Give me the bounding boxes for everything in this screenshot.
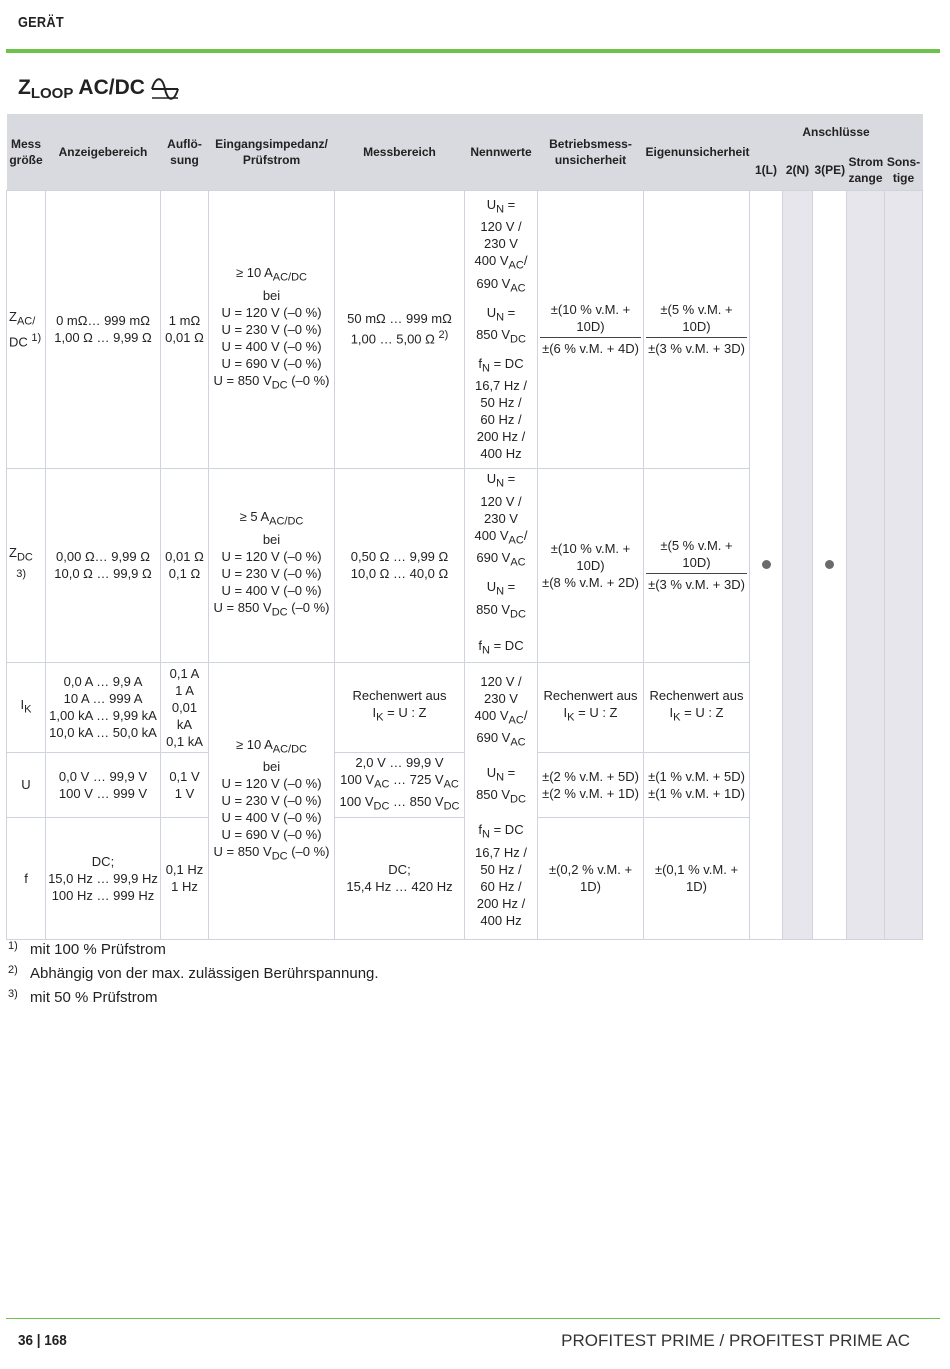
- anzeige-f: DC; 15,0 Hz … 99,9 Hz 100 Hz … 999 Hz: [46, 817, 161, 939]
- col-eingang: Eingangsimpedanz/ Prüfstrom: [209, 114, 335, 190]
- header-row-1: [7, 114, 923, 150]
- aufloesung-f: 0,1 Hz 1 Hz: [161, 817, 209, 939]
- col-l: 1(L): [750, 150, 783, 190]
- anschluss-sonst: [885, 190, 923, 939]
- footnote-1: 1) mit 100 % Prüfstrom: [8, 940, 166, 958]
- betrieb-zdc: ±(10 % v.M. + 10D) ±(8 % v.M. + 2D): [538, 468, 644, 662]
- col-mess: Mess größe: [7, 114, 46, 190]
- col-nennwerte: Nennwerte: [465, 114, 538, 190]
- anzeige-u: 0,0 V … 99,9 V 100 V … 999 V: [46, 752, 161, 817]
- messbereich-zdc: 0,50 Ω … 9,99 Ω 10,0 Ω … 40,0 Ω: [335, 468, 465, 662]
- mess-u: U: [7, 752, 46, 817]
- l-terminal-dot-icon: [762, 560, 771, 569]
- col-aufloesung: Auflö- sung: [161, 114, 209, 190]
- page-title: $Z_{LOOP}$ AC/DC: [18, 76, 145, 102]
- footnotes: [8, 938, 379, 1010]
- col-anschluesse: Anschlüsse: [750, 114, 923, 150]
- section-label: GERÄT: [18, 14, 64, 31]
- col-n: 2(N): [783, 150, 813, 190]
- anschluss-l: [750, 190, 783, 939]
- anschluss-pe: [813, 190, 847, 939]
- col-eigen: Eigenunsicherheit: [644, 114, 750, 190]
- eigen-ik: Rechenwert aus $I_K = U$ : Z: [644, 662, 750, 752]
- page-number: 36 | 168: [18, 1332, 67, 1349]
- mess-zacdc: $Z_{AC/}$ DC $^{1)}$: [7, 190, 46, 468]
- betrieb-ik: Rechenwert aus $I_K = U$ : Z: [538, 662, 644, 752]
- mess-f: f: [7, 817, 46, 939]
- col-sonst: Sons- tige: [885, 150, 923, 190]
- eingang-zacdc: ≥ 10 $A_{AC/DC}$ bei U = 120 V (–0 %) U = 230 V (–0 %) U = 400 V (–0 %) U = 690 V (–0 %) U = 850 $V_{DC}$ (–0 %): [209, 190, 335, 468]
- footer-divider: [6, 1318, 940, 1319]
- eigen-u: ±(1 % v.M. + 5D) ±(1 % v.M. + 1D): [644, 752, 750, 817]
- table-row-zacdc: [7, 190, 923, 468]
- nennwerte-shared: 120 V / 230 V 400 $V_{AC}/$ 690 $V_{AC}$ $U_N$ = 850 $V_{DC}$ $f_N$ = DC 16,7 Hz / 50 Hz / 60 Hz / 200 Hz / 400 Hz: [465, 662, 538, 939]
- messbereich-ik: Rechenwert aus $I_K = U$ : Z: [335, 662, 465, 752]
- header-divider: [6, 49, 940, 53]
- col-pe: 3(PE): [813, 150, 847, 190]
- aufloesung-u: 0,1 V 1 V: [161, 752, 209, 817]
- betrieb-u: ±(2 % v.M. + 5D) ±(2 % v.M. + 1D): [538, 752, 644, 817]
- messbereich-u: 2,0 V … 99,9 V 100 $V_{AC}$ … 725 $V_{AC}$ 100 $V_{DC}$ … 850 $V_{DC}$: [335, 752, 465, 817]
- eigen-zacdc: ±(5 % v.M. + 10D) ±(3 % v.M. + 3D): [644, 190, 750, 468]
- anschluss-n: [783, 190, 813, 939]
- anzeige-ik: 0,0 A … 9,9 A 10 A … 999 A 1,00 kA … 9,99 kA 10,0 kA … 50,0 kA: [46, 662, 161, 752]
- eigen-zdc: ±(5 % v.M. + 10D) ±(3 % v.M. + 3D): [644, 468, 750, 662]
- betrieb-zacdc: ±(10 % v.M. + 10D) ±(6 % v.M. + 4D): [538, 190, 644, 468]
- nennwerte-zdc: $U_N$ = 120 V / 230 V 400 $V_{AC}/$ 690 $V_{AC}$ $U_N$ = 850 $V_{DC}$ $f_N$ = DC: [465, 468, 538, 662]
- eingang-zdc: ≥ 5 $A_{AC/DC}$ bei U = 120 V (–0 %) U = 230 V (–0 %) U = 400 V (–0 %) U = 850 $V_{DC}$ (–0 %): [209, 468, 335, 662]
- messbereich-f: DC; 15,4 Hz … 420 Hz: [335, 817, 465, 939]
- aufloesung-zdc: 0,01 Ω 0,1 Ω: [161, 468, 209, 662]
- anzeige-zdc: 0,00 Ω… 9,99 Ω 10,0 Ω … 99,9 Ω: [46, 468, 161, 662]
- col-betrieb: Betriebsmess- unsicherheit: [538, 114, 644, 190]
- anschluss-strom: [847, 190, 885, 939]
- ac-dc-wave-icon: [150, 76, 180, 102]
- betrieb-f: ±(0,2 % v.M. + 1D): [538, 817, 644, 939]
- eigen-f: ±(0,1 % v.M. + 1D): [644, 817, 750, 939]
- messbereich-zacdc: 50 mΩ … 999 mΩ 1,00 … 5,00 Ω $^{2)}$: [335, 190, 465, 468]
- spec-table: [6, 114, 923, 940]
- footnote-2: 2) Abhängig von der max. zulässigen Berührspannung.: [8, 964, 379, 982]
- col-anzeige: Anzeigebereich: [46, 114, 161, 190]
- product-name: PROFITEST PRIME / PROFITEST PRIME AC: [561, 1331, 910, 1350]
- anzeige-zacdc: 0 mΩ… 999 mΩ 1,00 Ω … 9,99 Ω: [46, 190, 161, 468]
- eingang-shared: ≥ 10 $A_{AC/DC}$ bei U = 120 V (–0 %) U = 230 V (–0 %) U = 400 V (–0 %) U = 690 V (–0 %) U = 850 $V_{DC}$ (–0 %): [209, 662, 335, 939]
- footnote-3: 3) mit 50 % Prüfstrom: [8, 988, 158, 1006]
- aufloesung-zacdc: 1 mΩ 0,01 Ω: [161, 190, 209, 468]
- nennwerte-zacdc: $U_N$ = 120 V / 230 V 400 $V_{AC}/$ 690 $V_{AC}$ $U_N$ = 850 $V_{DC}$ $f_N$ = DC 16,7 Hz / 50 Hz / 60 Hz / 200 Hz / 400 Hz: [465, 190, 538, 468]
- mess-zdc: $Z_{DC}$ $^{3)}$: [7, 468, 46, 662]
- col-strom: Strom zange: [847, 150, 885, 190]
- aufloesung-ik: 0,1 A 1 A 0,01 kA 0,1 kA: [161, 662, 209, 752]
- mess-ik: $I_K$: [7, 662, 46, 752]
- col-messbereich: Messbereich: [335, 114, 465, 190]
- pe-terminal-dot-icon: [825, 560, 834, 569]
